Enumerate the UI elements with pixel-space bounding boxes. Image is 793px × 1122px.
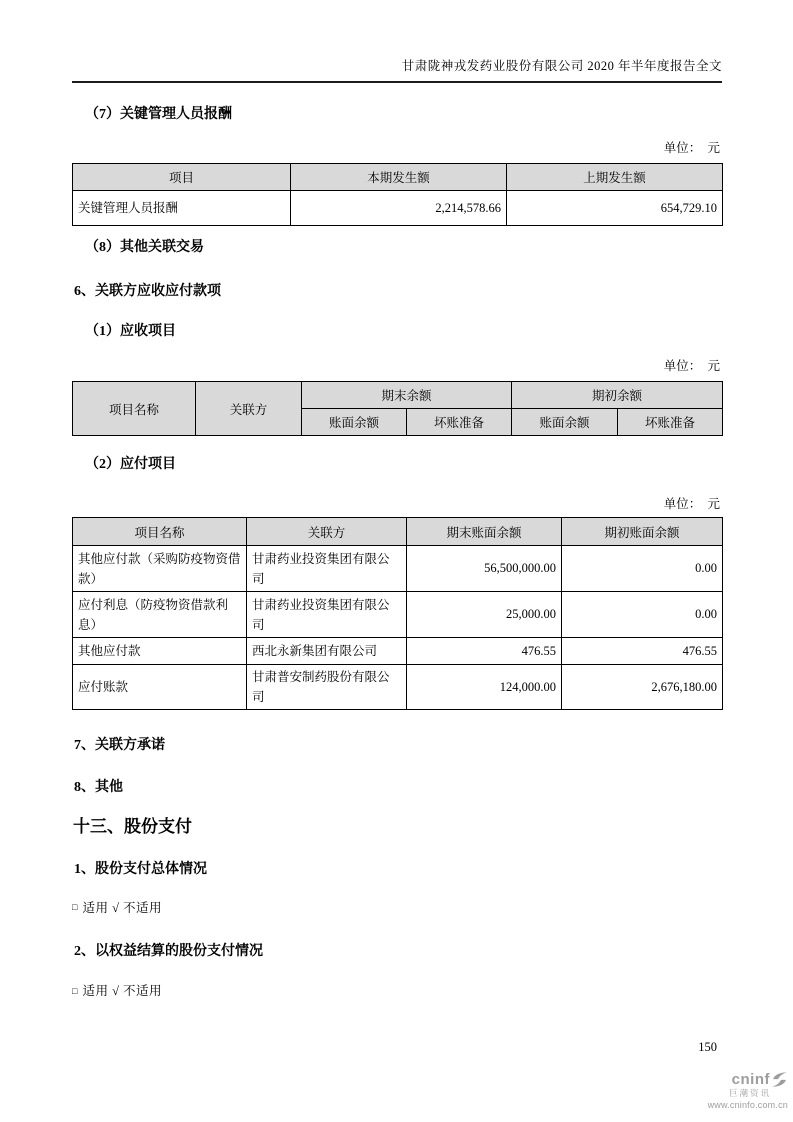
logo-website: www.cninfo.com.cn bbox=[707, 1099, 788, 1110]
cell-ending: 124,000.00 bbox=[407, 665, 562, 710]
applicability-text: 适用 √ 不适用 bbox=[82, 984, 163, 998]
column-header-bad-debt-provision: 坏账准备 bbox=[618, 409, 723, 436]
cell-ending: 476.55 bbox=[407, 638, 562, 665]
cell-item: 应付账款 bbox=[73, 665, 247, 710]
table-row bbox=[73, 546, 723, 592]
logo-name-cn: 巨潮资讯 bbox=[728, 1088, 771, 1098]
cell-beginning: 2,676,180.00 bbox=[562, 665, 723, 710]
heading-related-party-commitments: 7、关联方承诺 bbox=[74, 738, 165, 753]
applicability-line bbox=[72, 899, 722, 916]
cninfo-logo bbox=[698, 1072, 788, 1110]
cell-prior: 654,729.10 bbox=[507, 191, 723, 226]
unit-note: 单位： 元 bbox=[663, 359, 720, 373]
table-header-row bbox=[73, 164, 723, 191]
logo-brand-text: cninf bbox=[731, 1071, 770, 1088]
column-header-ending-book-balance: 期末账面余额 bbox=[407, 518, 562, 546]
table-row bbox=[73, 665, 723, 710]
column-header-book-balance: 账面余额 bbox=[302, 409, 407, 436]
cell-beginning: 0.00 bbox=[562, 592, 723, 638]
cell-item: 其他应付款（采购防疫物资借款） bbox=[73, 546, 247, 592]
column-header-item: 项目名称 bbox=[73, 518, 247, 546]
column-header-item: 项目 bbox=[73, 164, 291, 191]
cell-related-party: 西北永新集团有限公司 bbox=[247, 638, 407, 665]
applicability-text: 适用 √ 不适用 bbox=[82, 900, 163, 915]
page-header-title: 甘肃陇神戎发药业股份有限公司 2020 年半年度报告全文 bbox=[72, 56, 722, 83]
table-row bbox=[73, 191, 723, 226]
cell-item: 应付利息（防疫物资借款利息） bbox=[73, 592, 247, 638]
cninfo-swirl-icon bbox=[771, 1072, 788, 1087]
column-header-bad-debt-provision: 坏账准备 bbox=[407, 409, 512, 436]
logo-brand-row bbox=[698, 1072, 788, 1088]
column-header-item: 项目名称 bbox=[73, 382, 196, 436]
cell-beginning: 0.00 bbox=[562, 546, 723, 592]
checkbox-icon: □ bbox=[72, 902, 78, 912]
heading-other: 8、其他 bbox=[74, 780, 123, 795]
column-header-book-balance: 账面余额 bbox=[512, 409, 618, 436]
unit-note: 单位： 元 bbox=[663, 141, 720, 155]
heading-share-based-payment: 十三、股份支付 bbox=[73, 817, 192, 836]
heading-payable-items: （2）应付项目 bbox=[85, 457, 176, 472]
heading-share-payment-overview: 1、股份支付总体情况 bbox=[74, 862, 207, 877]
cell-item: 其他应付款 bbox=[73, 638, 247, 665]
column-header-related-party: 关联方 bbox=[247, 518, 407, 546]
column-header-ending-balance: 期末余额 bbox=[302, 382, 512, 409]
comp-table bbox=[72, 163, 723, 226]
table-row bbox=[73, 638, 723, 665]
cell-beginning: 476.55 bbox=[562, 638, 723, 665]
table-row bbox=[73, 592, 723, 638]
cell-current: 2,214,578.66 bbox=[291, 191, 507, 226]
heading-other-related-transactions: （8）其他关联交易 bbox=[85, 240, 204, 255]
column-header-prior: 上期发生额 bbox=[507, 164, 723, 191]
cell-ending: 56,500,000.00 bbox=[407, 546, 562, 592]
heading-related-party-receivables-payables: 6、关联方应收应付款项 bbox=[74, 284, 221, 299]
checkbox-icon: □ bbox=[72, 985, 78, 996]
column-header-beginning-balance: 期初余额 bbox=[512, 382, 723, 409]
cell-item: 关键管理人员报酬 bbox=[73, 191, 291, 226]
table-header-row bbox=[73, 382, 723, 409]
column-header-current: 本期发生额 bbox=[291, 164, 507, 191]
heading-receivable-items: （1）应收项目 bbox=[85, 324, 176, 339]
page-number: 150 bbox=[698, 1040, 717, 1054]
heading-equity-settled-share-payment: 2、以权益结算的股份支付情况 bbox=[74, 943, 263, 959]
unit-note: 单位： 元 bbox=[663, 497, 720, 511]
table-header-row bbox=[73, 518, 723, 546]
receivable-table bbox=[72, 381, 723, 436]
cell-related-party: 甘肃药业投资集团有限公司 bbox=[247, 592, 407, 638]
applicability-line bbox=[72, 983, 722, 1000]
column-header-beginning-book-balance: 期初账面余额 bbox=[562, 518, 723, 546]
payable-table bbox=[72, 517, 723, 710]
heading-key-management-compensation: （7）关键管理人员报酬 bbox=[85, 107, 232, 122]
cell-ending: 25,000.00 bbox=[407, 592, 562, 638]
cell-related-party: 甘肃普安制药股份有限公司 bbox=[247, 665, 407, 710]
column-header-related-party: 关联方 bbox=[196, 382, 302, 436]
cell-related-party: 甘肃药业投资集团有限公司 bbox=[247, 546, 407, 592]
